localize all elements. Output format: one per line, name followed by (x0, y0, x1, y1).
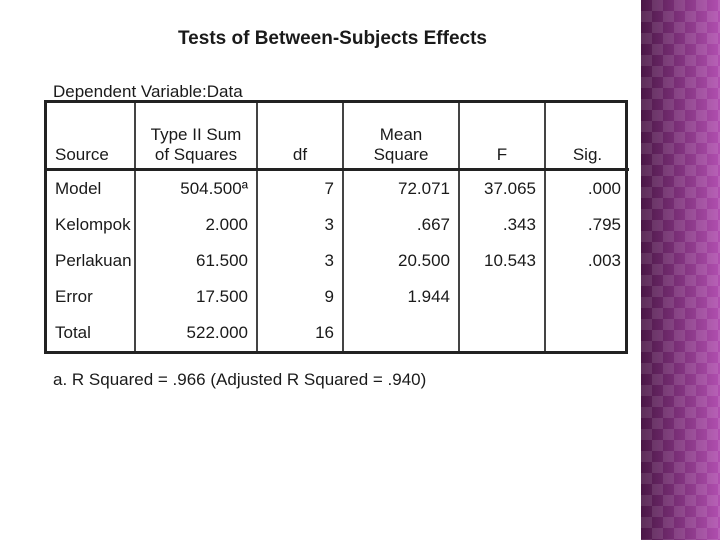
table-row (47, 208, 629, 244)
cell-f (459, 315, 545, 351)
cell-ss: 522.000 (135, 315, 257, 351)
cell-ms: 72.071 (343, 169, 459, 208)
header-sum-of-squares: Type II Sum of Squares (135, 103, 257, 169)
cell-f: 10.543 (459, 243, 545, 279)
cell-ms: .667 (343, 208, 459, 244)
header-source: Source (47, 103, 135, 169)
header-sig: Sig. (545, 103, 629, 169)
table-row (47, 279, 629, 315)
cell-source: Kelompok (55, 215, 131, 235)
cell-df: 7 (257, 169, 343, 208)
table-row (47, 243, 629, 279)
decorative-side-band (641, 0, 720, 540)
cell-source: Model (55, 179, 102, 199)
cell-df: 3 (257, 208, 343, 244)
table-footnote: a. R Squared = .966 (Adjusted R Squared = .940) (53, 370, 427, 389)
anova-table (44, 100, 628, 354)
header-mean-square: Mean Square (343, 103, 459, 169)
cell-sig (545, 279, 629, 315)
cell-source: Total (55, 323, 91, 343)
cell-ms: 20.500 (343, 243, 459, 279)
cell-f (459, 279, 545, 315)
cell-source: Perlakuan (55, 251, 132, 271)
cell-sig: .003 (545, 243, 629, 279)
cell-ss: 2.000 (135, 208, 257, 244)
cell-ss: 61.500 (135, 243, 257, 279)
cell-source: Error (55, 287, 93, 307)
cell-df: 9 (257, 279, 343, 315)
cell-df: 16 (257, 315, 343, 351)
cell-sig (545, 315, 629, 351)
table-header-row (47, 103, 629, 169)
cell-df: 3 (257, 243, 343, 279)
table-row (47, 315, 629, 351)
dependent-variable-label: Dependent Variable:Data (53, 82, 243, 101)
cell-ss: 504.500ª (135, 169, 257, 208)
table-row (47, 169, 629, 208)
table-title: Tests of Between-Subjects Effects (177, 28, 487, 49)
cell-sig: .000 (545, 169, 629, 208)
header-df: df (257, 103, 343, 169)
cell-ms (343, 315, 459, 351)
cell-sig: .795 (545, 208, 629, 244)
cell-ms: 1.944 (343, 279, 459, 315)
cell-f: .343 (459, 208, 545, 244)
cell-f: 37.065 (459, 169, 545, 208)
header-f: F (459, 103, 545, 169)
cell-ss: 17.500 (135, 279, 257, 315)
